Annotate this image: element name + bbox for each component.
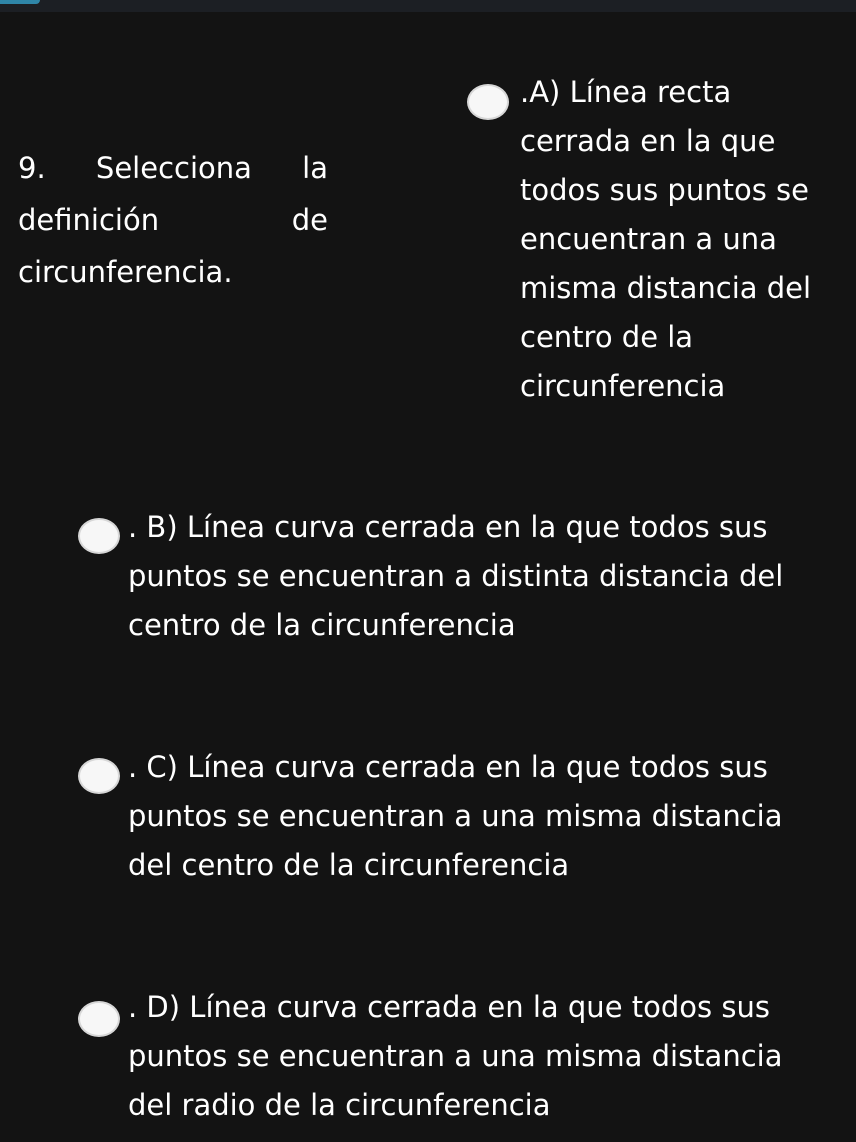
top-accent-line xyxy=(0,0,40,4)
option-d-label xyxy=(128,983,828,1130)
question-word: de xyxy=(291,203,328,237)
option-a-line: encuentran a una xyxy=(520,222,777,256)
option-b-label xyxy=(128,503,828,650)
option-a-line: circunferencia xyxy=(520,369,726,403)
option-a-line: todos sus puntos se xyxy=(520,173,809,207)
question-word: la xyxy=(302,151,328,185)
option-b-line: centro de la circunferencia xyxy=(128,608,516,642)
question-word: circunferencia. xyxy=(18,255,233,289)
option-d-line: puntos se encuentran a una misma distancia xyxy=(128,1039,783,1073)
question-line-2 xyxy=(18,194,328,246)
option-a-line: .A) Línea recta xyxy=(520,75,732,109)
top-status-bar xyxy=(0,0,856,12)
question-line-1 xyxy=(18,142,328,194)
radio-button-a[interactable] xyxy=(467,84,509,120)
option-a-label xyxy=(520,68,840,411)
option-d-line: del radio de la circunferencia xyxy=(128,1088,551,1122)
option-a-line: cerrada en la que xyxy=(520,124,776,158)
option-c-line: . C) Línea curva cerrada en la que todos sus xyxy=(128,750,768,784)
option-c-line: puntos se encuentran a una misma distancia xyxy=(128,799,783,833)
option-b-line: puntos se encuentran a distinta distancia del xyxy=(128,559,784,593)
question-word: Selecciona xyxy=(95,151,252,185)
question-line-3 xyxy=(18,246,328,298)
question-text xyxy=(18,142,328,298)
question-word: definición xyxy=(18,203,160,237)
radio-button-d[interactable] xyxy=(78,1001,120,1037)
radio-button-c[interactable] xyxy=(78,758,120,794)
option-a-line: centro de la xyxy=(520,320,694,354)
option-d-line: . D) Línea curva cerrada en la que todos sus xyxy=(128,990,770,1024)
question-number: 9. xyxy=(18,151,46,185)
option-b-line: . B) Línea curva cerrada en la que todos sus xyxy=(128,510,768,544)
option-c-label xyxy=(128,743,828,890)
option-c-line: del centro de la circunferencia xyxy=(128,848,570,882)
radio-button-b[interactable] xyxy=(78,518,120,554)
option-a-line: misma distancia del xyxy=(520,271,812,305)
